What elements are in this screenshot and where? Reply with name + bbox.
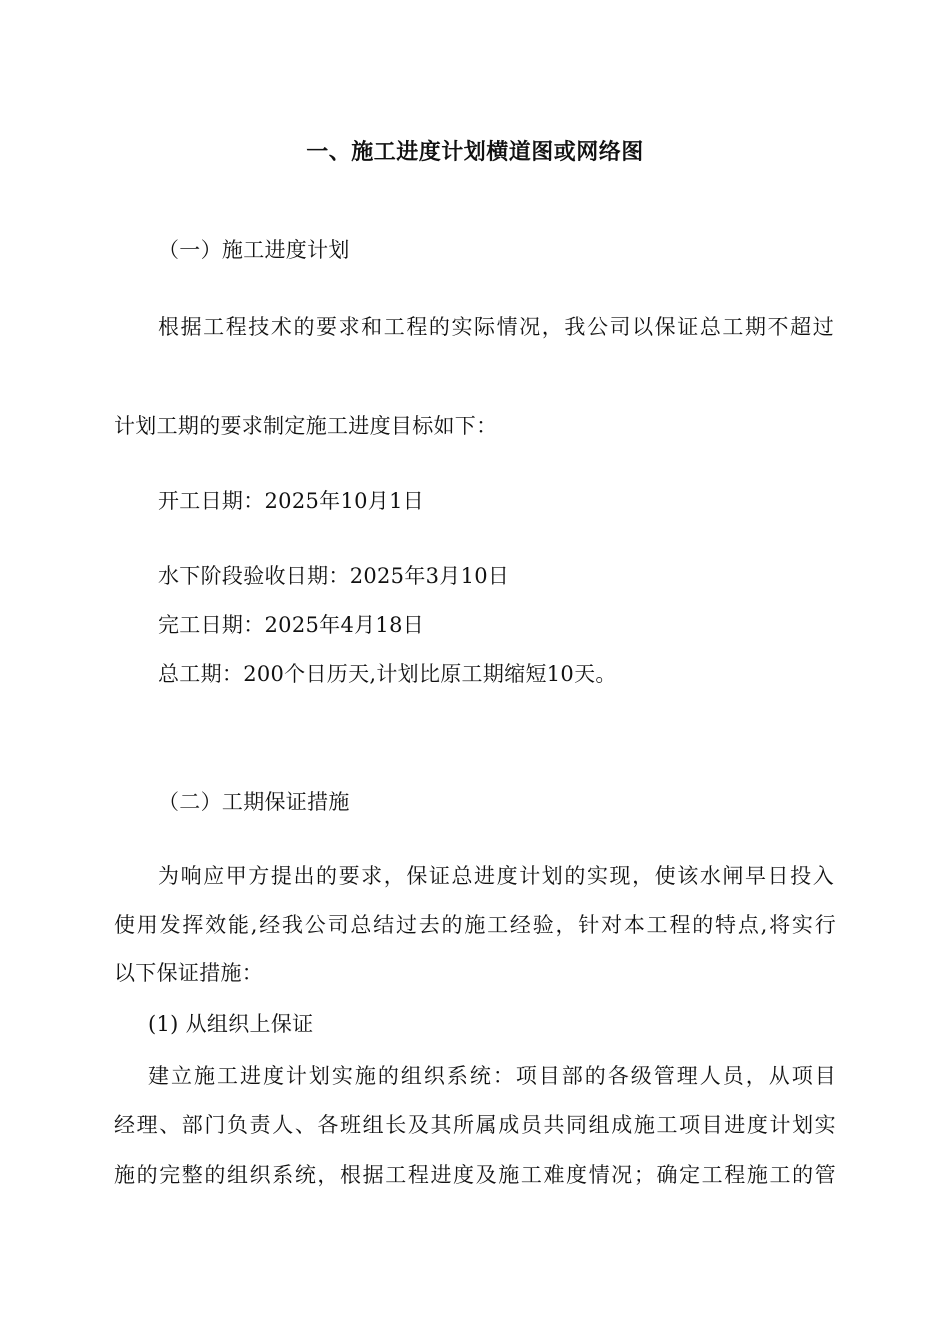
completion-date-line: 完工日期：2025年4月18日	[158, 613, 425, 637]
page-title: 一、施工进度计划横道图或网络图	[306, 140, 644, 165]
paragraph-line: 经理、部门负责人、各班组长及其所属成员共同组成施工项目进度计划实	[114, 1113, 836, 1137]
paragraph-line: 根据工程技术的要求和工程的实际情况，我公司以保证总工期不超过	[158, 315, 834, 339]
total-duration-line: 总工期：200个日历天,计划比原工期缩短10天。	[158, 662, 617, 686]
section-heading-schedule: （一）施工进度计划	[158, 238, 350, 262]
paragraph-line: 建立施工进度计划实施的组织系统：项目部的各级管理人员，从项目	[148, 1064, 836, 1088]
paragraph-line: 施的完整的组织系统，根据工程进度及施工难度情况；确定工程施工的管	[114, 1163, 836, 1187]
item-heading: (1) 从组织上保证	[148, 1012, 314, 1036]
underwater-acceptance-line: 水下阶段验收日期：2025年3月10日	[158, 564, 510, 588]
paragraph-line: 以下保证措施：	[114, 961, 264, 985]
start-date-line: 开工日期：2025年10月1日	[158, 489, 425, 513]
section-heading-measures: （二）工期保证措施	[158, 790, 350, 814]
paragraph-line: 计划工期的要求制定施工进度目标如下：	[114, 414, 498, 438]
paragraph-line: 使用发挥效能,经我公司总结过去的施工经验，针对本工程的特点,将实行	[114, 913, 836, 937]
paragraph-line: 为响应甲方提出的要求，保证总进度计划的实现，使该水闸早日投入	[158, 864, 834, 888]
